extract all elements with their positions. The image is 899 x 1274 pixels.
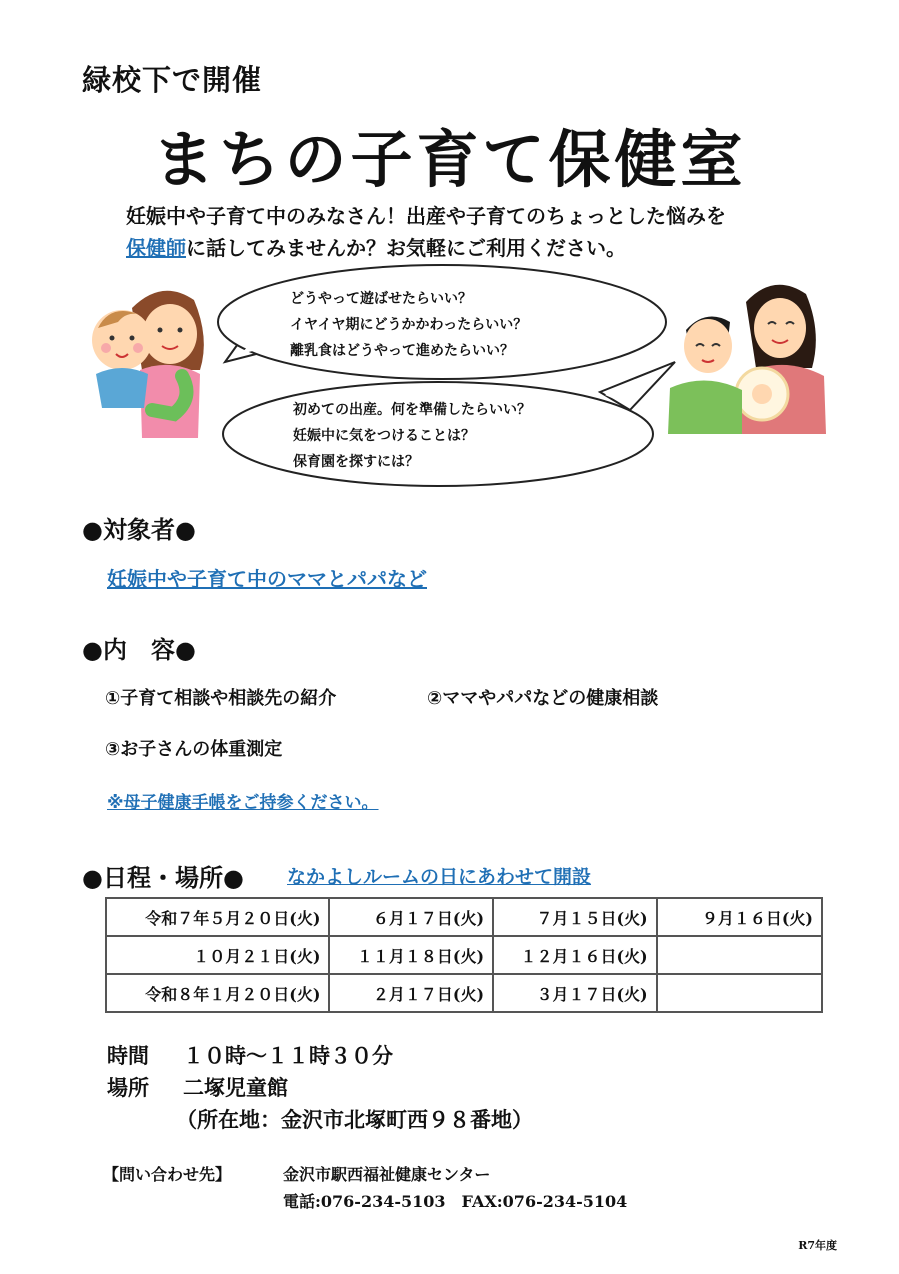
schedule-cell: 令和８年１月２０日(火): [106, 974, 329, 1012]
bubble-top-line: イヤイヤ期にどうかかわったらいい？: [290, 317, 528, 333]
contact-org: 金沢市駅西福祉健康センター: [283, 1165, 491, 1184]
place-label: 場所: [107, 1075, 149, 1100]
bubble-top-line: 離乳食はどうやって進めたらいい？: [290, 343, 514, 359]
table-row: [106, 898, 822, 936]
content-item-3: ③お子さんの体重測定: [105, 739, 283, 760]
target-heading: ●対象者●: [82, 516, 196, 544]
bubble-bottom-line: 保育園を探すには？: [293, 454, 419, 470]
content-item-1: ①子育て相談や相談先の紹介: [105, 688, 337, 709]
schedule-cell: [657, 974, 822, 1012]
page-title: まちの子育て保健室: [152, 123, 747, 196]
baby-head: [92, 310, 152, 370]
schedule-note: なかよしルームの日にあわせて開設: [287, 866, 592, 888]
contact-label: 【問い合わせ先】: [103, 1165, 232, 1184]
schedule-heading: ●日程・場所●: [82, 864, 244, 892]
mother-baby-illustration: [82, 278, 212, 440]
contact-phone: 電話:076-234-5103 FAX:076-234-5104: [283, 1192, 628, 1211]
bubble-bottom-text: [293, 397, 531, 475]
intro-line-1: 妊娠中や子育て中のみなさん！出産や子育てのちょっとした悩みを: [126, 204, 726, 228]
fiscal-year-label: R7年度: [798, 1239, 837, 1252]
schedule-cell: １１月１８日(火): [329, 936, 493, 974]
content-heading: ●内 容●: [82, 636, 196, 664]
bubble-top-text: [290, 286, 527, 364]
bubble-top-line: どうやって遊ばせたらいい？: [290, 291, 472, 307]
time-value: １０時～１１時３０分: [183, 1043, 393, 1068]
schedule-cell: ７月１５日(火): [493, 898, 657, 936]
schedule-cell: 令和７年５月２０日(火): [106, 898, 329, 936]
schedule-cell: ９月１６日(火): [657, 898, 822, 936]
intro-line-2-rest: に話してみませんか？お気軽にご利用ください。: [186, 236, 626, 260]
schedule-cell: [657, 936, 822, 974]
bubble-bottom-line: 初めての出産。何を準備したらいい？: [293, 402, 531, 418]
table-row: [106, 974, 822, 1012]
baby-body: [96, 368, 148, 408]
schedule-table: [105, 897, 823, 1013]
father-body: [668, 380, 742, 434]
schedule-cell: ３月１７日(火): [493, 974, 657, 1012]
content-item-2: ②ママやパパなどの健康相談: [427, 688, 659, 709]
place-address: （所在地：金沢市北塚町西９８番地）: [176, 1107, 533, 1132]
intro-highlight: 保健師: [126, 236, 186, 260]
schedule-cell: １０月２１日(火): [106, 936, 329, 974]
bubble-bottom-line: 妊娠中に気をつけることは？: [293, 428, 475, 444]
expecting-couple-illustration: [666, 272, 828, 436]
schedule-cell: ２月１７日(火): [329, 974, 493, 1012]
target-text: 妊娠中や子育て中のママとパパなど: [107, 567, 427, 591]
table-row: [106, 936, 822, 974]
time-label: 時間: [107, 1043, 149, 1068]
place-value: 二塚児童館: [183, 1075, 288, 1100]
schedule-cell: １２月１６日(火): [493, 936, 657, 974]
content-note: ※母子健康手帳をご持参ください。: [107, 793, 379, 813]
schedule-cell: ６月１７日(火): [329, 898, 493, 936]
venue-subtitle: 緑校下で開催: [82, 63, 263, 97]
